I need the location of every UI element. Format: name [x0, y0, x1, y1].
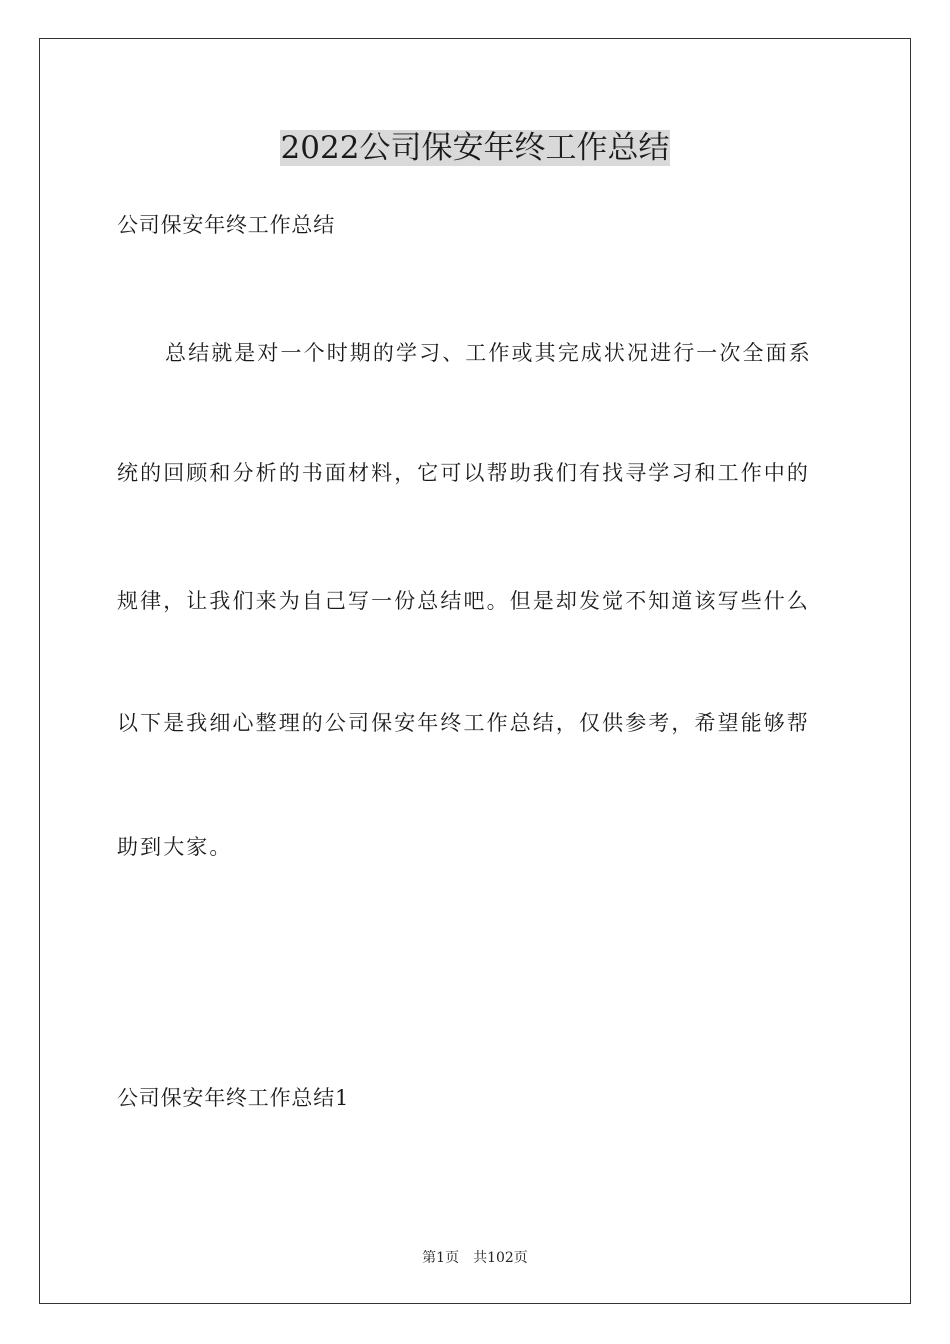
- paragraph-line: 规律，让我们来为自己写一份总结吧。但是却发觉不知道该写些什么: [117, 589, 810, 613]
- document-subtitle: 公司保安年终工作总结: [117, 213, 335, 237]
- document-title: [0, 128, 950, 168]
- paragraph-line: 统的回顾和分析的书面材料，它可以帮助我们有找寻学习和工作中的: [117, 461, 810, 485]
- paragraph-line: 总结就是对一个时期的学习、工作或其完成状况进行一次全面系: [165, 341, 812, 365]
- paragraph-line: 助到大家。: [117, 835, 233, 859]
- page-footer: 第1页 共102页: [422, 1250, 528, 1266]
- document-title-text: 2022公司保安年终工作总结: [280, 130, 670, 166]
- section-heading: 公司保安年终工作总结1: [117, 1086, 350, 1110]
- paragraph-line: 以下是我细心整理的公司保安年终工作总结，仅供参考，希望能够帮: [117, 711, 810, 735]
